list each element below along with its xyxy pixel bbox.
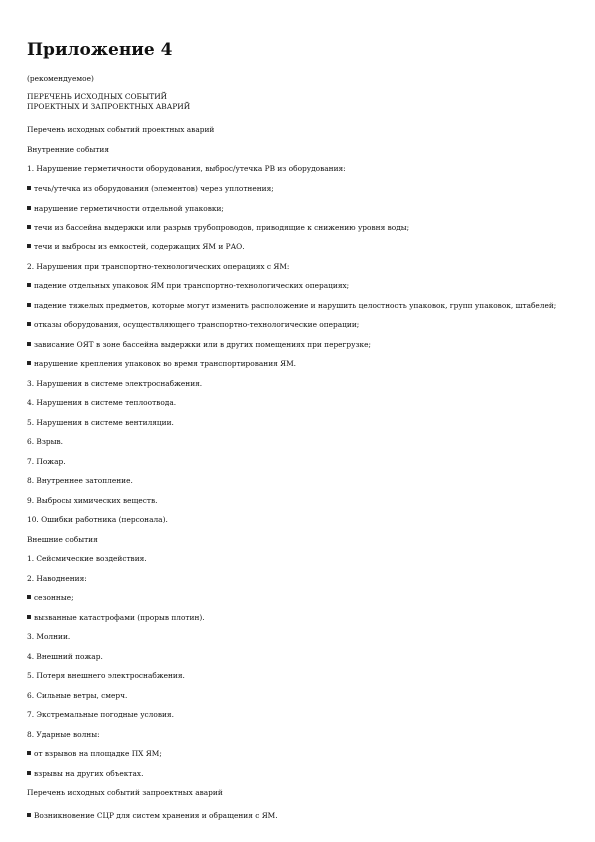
line-text: 5. Потеря внешнего электроснабжения. xyxy=(27,671,185,680)
bullet-item xyxy=(27,749,162,758)
list-item xyxy=(27,398,176,407)
bullet-item xyxy=(27,769,143,778)
bullet-item xyxy=(27,340,371,349)
section-heading-beyond-design-accidents xyxy=(27,788,223,797)
line-text: 7. Экстремальные погодные условия. xyxy=(27,710,174,719)
line-text: течь/утечка из оборудования (элементов) через уплотнения; xyxy=(34,184,274,193)
line-text: ПЕРЕЧЕНЬ ИСХОДНЫХ СОБЫТИЙ xyxy=(27,92,168,101)
list-item xyxy=(27,457,66,466)
line-text: 2. Нарушения при транспортно-технологических операциях с ЯМ: xyxy=(27,262,290,271)
line-text: падение тяжелых предметов, которые могут изменить расположение и нарушить целостность упаковок, групп упаковок, штабелей; xyxy=(34,301,557,310)
list-item xyxy=(27,437,63,446)
line-text: Внутренние события xyxy=(27,145,109,154)
bullet-icon xyxy=(27,595,31,599)
list-item xyxy=(27,671,185,680)
line-text: 1. Сейсмические воздействия. xyxy=(27,554,147,563)
line-text: Внешние события xyxy=(27,535,98,544)
list-heading-line-1 xyxy=(27,92,167,101)
bullet-icon xyxy=(27,225,31,229)
line-text: 5. Нарушения в системе вентиляции. xyxy=(27,418,174,427)
line-text: 8. Ударные волны: xyxy=(27,730,100,739)
bullet-item xyxy=(27,223,409,232)
bullet-item xyxy=(27,593,74,602)
line-text: течи из бассейна выдержки или разрыв трубопроводов, приводящие к снижению уровня воды; xyxy=(34,223,410,232)
line-text: (рекомендуемое) xyxy=(27,74,94,83)
line-text: нарушение крепления упаковок во время транспортирования ЯМ. xyxy=(34,359,297,368)
line-text: 6. Сильные ветры, смерч. xyxy=(27,691,128,700)
line-text: от взрывов на площадке ПХ ЯМ; xyxy=(34,749,162,758)
line-text: 4. Нарушения в системе теплоотвода. xyxy=(27,398,177,407)
line-text: 10. Ошибки работника (персонала). xyxy=(27,515,168,524)
line-text: 7. Пожар. xyxy=(27,457,66,466)
list-item xyxy=(27,418,174,427)
bullet-item xyxy=(27,301,556,310)
bullet-icon xyxy=(27,303,31,307)
bullet-item xyxy=(27,184,274,193)
bullet-icon xyxy=(27,186,31,190)
list-item xyxy=(27,652,103,661)
bullet-icon xyxy=(27,244,31,248)
bullet-item xyxy=(27,811,278,820)
line-text: Перечень исходных событий проектных аварий xyxy=(27,125,215,134)
line-text: 3. Молнии. xyxy=(27,632,71,641)
section-heading-design-accidents xyxy=(27,125,214,134)
line-text: нарушение герметичности отдельной упаковки; xyxy=(34,204,224,213)
line-text: 6. Взрыв. xyxy=(27,437,63,446)
list-item xyxy=(27,710,174,719)
line-text: вызванные катастрофами (прорыв плотин). xyxy=(34,613,205,622)
page-title: Приложение 4 xyxy=(27,40,173,60)
list-item xyxy=(27,730,100,739)
list-item xyxy=(27,262,289,271)
bullet-icon xyxy=(27,751,31,755)
line-text: падение отдельных упаковок ЯМ при транспортно-технологических операциях; xyxy=(34,281,350,290)
list-item xyxy=(27,574,87,583)
list-item xyxy=(27,496,157,505)
line-text: 1. Нарушение герметичности оборудования, выброс/утечка РВ из оборудования: xyxy=(27,164,346,173)
list-item xyxy=(27,476,133,485)
line-text: 4. Внешний пожар. xyxy=(27,652,103,661)
bullet-icon xyxy=(27,771,31,775)
line-text: 8. Внутреннее затопление. xyxy=(27,476,133,485)
bullet-icon xyxy=(27,342,31,346)
list-item xyxy=(27,164,346,173)
subtitle-recommended xyxy=(27,74,94,83)
line-text: 2. Наводнения: xyxy=(27,574,87,583)
line-text: течи и выбросы из емкостей, содержащих ЯМ и РАО. xyxy=(34,242,245,251)
list-heading-line-2 xyxy=(27,102,190,111)
bullet-icon xyxy=(27,615,31,619)
bullet-icon xyxy=(27,322,31,326)
bullet-icon xyxy=(27,361,31,365)
bullet-icon xyxy=(27,283,31,287)
line-text: взрывы на других объектах. xyxy=(34,769,144,778)
list-item xyxy=(27,554,147,563)
subsection-internal-events xyxy=(27,145,109,154)
bullet-item xyxy=(27,613,205,622)
line-text: зависание ОЯТ в зоне бассейна выдержки или в других помещениях при перегрузке; xyxy=(34,340,372,349)
line-text: отказы оборудования, осуществляющего транспортно-технологические операции; xyxy=(34,320,360,329)
line-text: 9. Выбросы химических веществ. xyxy=(27,496,158,505)
bullet-item xyxy=(27,359,296,368)
bullet-icon xyxy=(27,813,31,817)
list-item xyxy=(27,379,202,388)
line-text: Перечень исходных событий запроектных аварий xyxy=(27,788,223,797)
bullet-item xyxy=(27,281,349,290)
bullet-item xyxy=(27,242,245,251)
line-text: сезонные; xyxy=(34,593,74,602)
bullet-item xyxy=(27,204,224,213)
bullet-item xyxy=(27,320,359,329)
bullet-icon xyxy=(27,206,31,210)
line-text: Возникновение СЦР для систем хранения и обращения с ЯМ. xyxy=(34,811,278,820)
line-text: 3. Нарушения в системе электроснабжения. xyxy=(27,379,203,388)
list-item xyxy=(27,632,70,641)
list-item xyxy=(27,515,168,524)
line-text: ПРОЕКТНЫХ И ЗАПРОЕКТНЫХ АВАРИЙ xyxy=(27,102,191,111)
list-item xyxy=(27,691,127,700)
subsection-external-events xyxy=(27,535,98,544)
